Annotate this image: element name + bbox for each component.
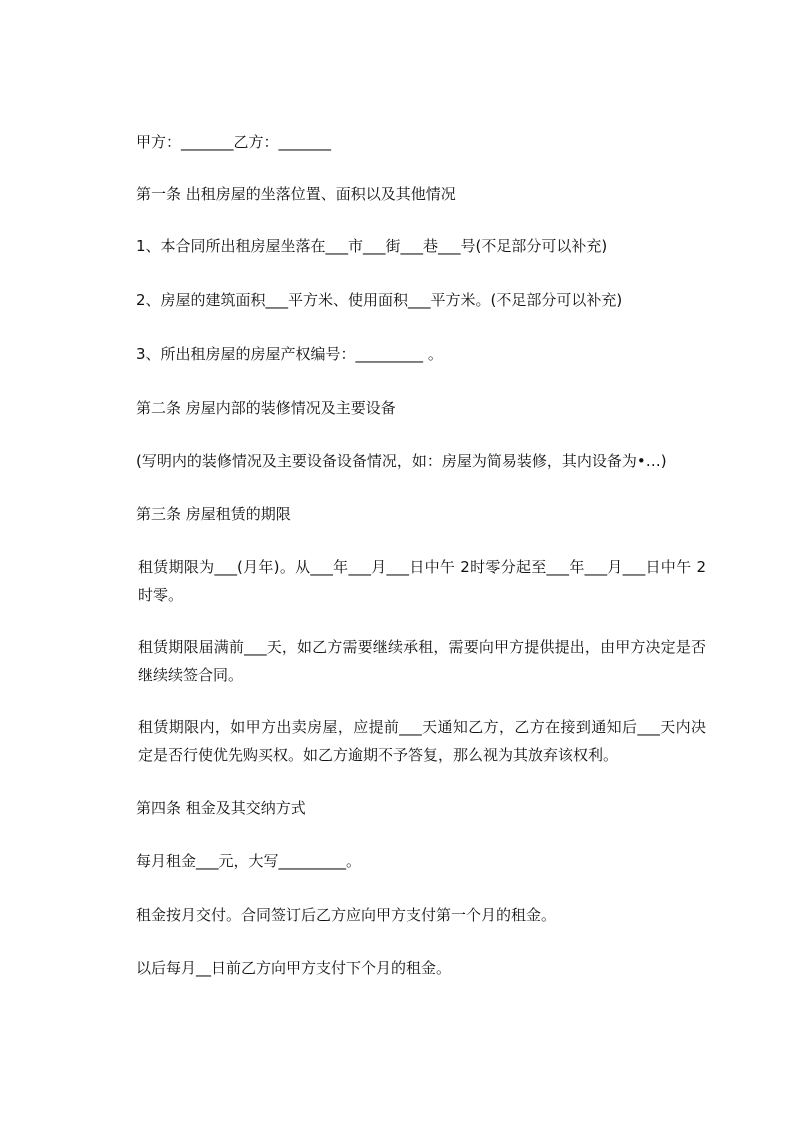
parties-line: 甲方：_______乙方：_______ bbox=[136, 133, 332, 151]
article3-para1-text: 租赁期限为___(月年)。从___年___月___日中午 2时零分起至___年___月___日中午 2时零。 bbox=[138, 558, 706, 604]
article1-item2: 2、房屋的建筑面积___平方米、使用面积___平方米。(不足部分可以补充) bbox=[136, 291, 623, 309]
article3-para1 bbox=[106, 553, 706, 609]
article4-heading: 第四条 租金及其交纳方式 bbox=[136, 799, 306, 817]
article1-heading: 第一条 出租房屋的坐落位置、面积以及其他情况 bbox=[136, 185, 456, 203]
article4-para2: 租金按月交付。合同签订后乙方应向甲方支付第一个月的租金。 bbox=[136, 906, 557, 924]
article2-heading: 第二条 房屋内部的装修情况及主要设备 bbox=[136, 399, 396, 417]
article4-para1: 每月租金___元，大写_________。 bbox=[136, 852, 362, 870]
article3-para2 bbox=[106, 633, 706, 689]
article3-para2-text: 租赁期限届满前___天，如乙方需要继续承租，需要向甲方提供提出，由甲方决定是否继续续签合同。 bbox=[138, 638, 706, 684]
article3-para3 bbox=[106, 713, 706, 769]
article3-heading: 第三条 房屋租赁的期限 bbox=[136, 505, 291, 523]
article2-note: (写明内的装修情况及主要设备设备情况，如：房屋为简易装修，其内设备为•…) bbox=[136, 452, 667, 470]
article1-item3: 3、所出租房屋的房屋产权编号：_________ 。 bbox=[136, 345, 443, 363]
article1-item1: 1、本合同所出租房屋坐落在___市___街___巷___号(不足部分可以补充) bbox=[136, 237, 608, 255]
article4-para3: 以后每月__日前乙方向甲方支付下个月的租金。 bbox=[136, 959, 452, 977]
article3-para3-text: 租赁期限内，如甲方出卖房屋，应提前___天通知乙方，乙方在接到通知后___天内决定是否行使优先购买权。如乙方逾期不予答复，那么视为其放弃该权利。 bbox=[138, 718, 706, 764]
